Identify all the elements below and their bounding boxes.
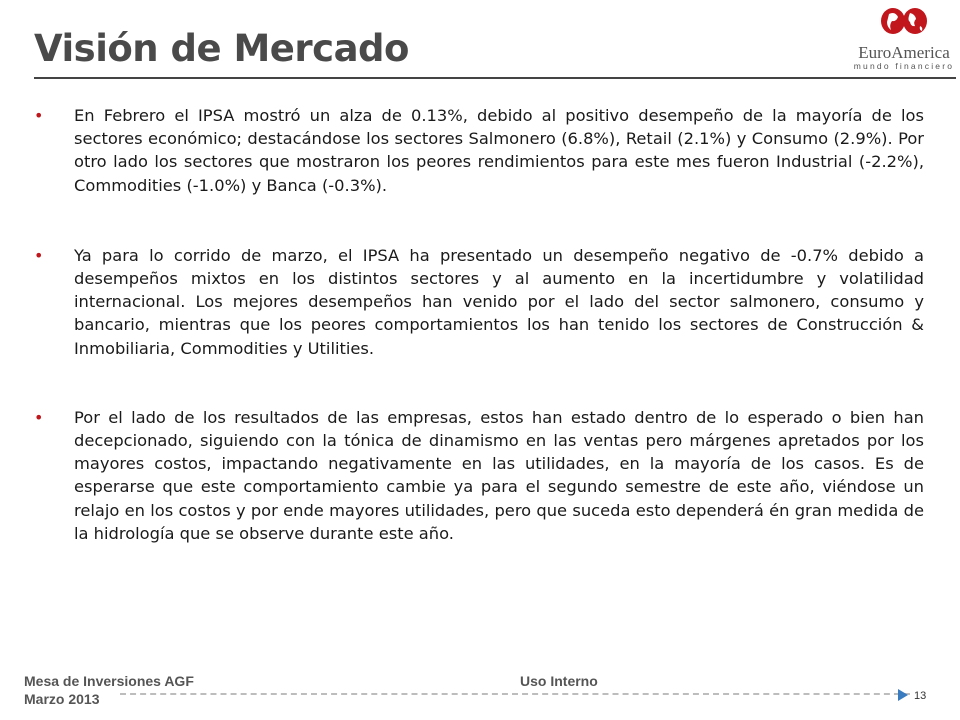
page-number: 13	[914, 690, 927, 702]
bullet-marker: •	[34, 106, 44, 125]
bullet-text: Ya para lo corrido de marzo, el IPSA ha presentado un desempeño negativo de -0.7% debido a desempeños mixtos en los distintos sectores y al aumento en la incertidumbre y volatilidad internacional. Los mejores desempeños han venido por el lado del sector salmonero, consumo y bancario, mientras que los peores comportamientos los han tenido los sectores de Construcción & Inmobiliaria, Commodities y Utilities.	[74, 245, 924, 358]
footer-source	[24, 672, 194, 708]
bullet-item	[34, 406, 924, 545]
company-logo	[852, 4, 956, 74]
euroamerica-logo-mark-icon	[880, 6, 928, 44]
bullet-text: Por el lado de los resultados de las empresas, estos han estado dentro de lo esperado o bien han decepcionado, siguiendo con la tónica de dinamismo en las ventas pero márgenes apretados por los mayores costos, impactando negativamente en las utilidades, en la mayoría de los casos. Es de esperarse que este comportamiento cambie ya para el segundo semestre de este año, viéndose un relajo en los costos y por ende mayores utilidades, pero que suceda esto dependerá én gran medida de la hidrología que se observe durante este año.	[74, 407, 924, 543]
bullet-item	[34, 244, 924, 360]
footer-date: Marzo 2013	[24, 691, 100, 707]
bullet-list	[34, 104, 924, 545]
play-arrow-icon	[898, 689, 908, 701]
bullet-marker: •	[34, 407, 44, 427]
footer-department: Mesa de Inversiones AGF	[24, 673, 194, 689]
bullet-marker: •	[34, 245, 44, 265]
title-underline	[34, 77, 956, 79]
page-title: Visión de Mercado	[34, 27, 409, 70]
bullet-text: En Febrero el IPSA mostró un alza de 0.13%, debido al positivo desempeño de la mayoría de los sectores económico; destacándose los sectores Salmonero (6.8%), Retail (2.1%) y Consumo (2.9%). Por otro lado los sectores que mostraron los peores rendimientos para este mes fueron Industrial (-2.2%), Commodities (-1.0%) y Banca (-0.3%).	[74, 106, 924, 195]
footer-divider	[120, 693, 910, 695]
footer-classification: Uso Interno	[520, 673, 598, 689]
logo-tagline: mundo financiero	[853, 61, 955, 71]
bullet-item	[34, 104, 924, 197]
logo-wordmark: EuroAmerica	[858, 43, 950, 62]
